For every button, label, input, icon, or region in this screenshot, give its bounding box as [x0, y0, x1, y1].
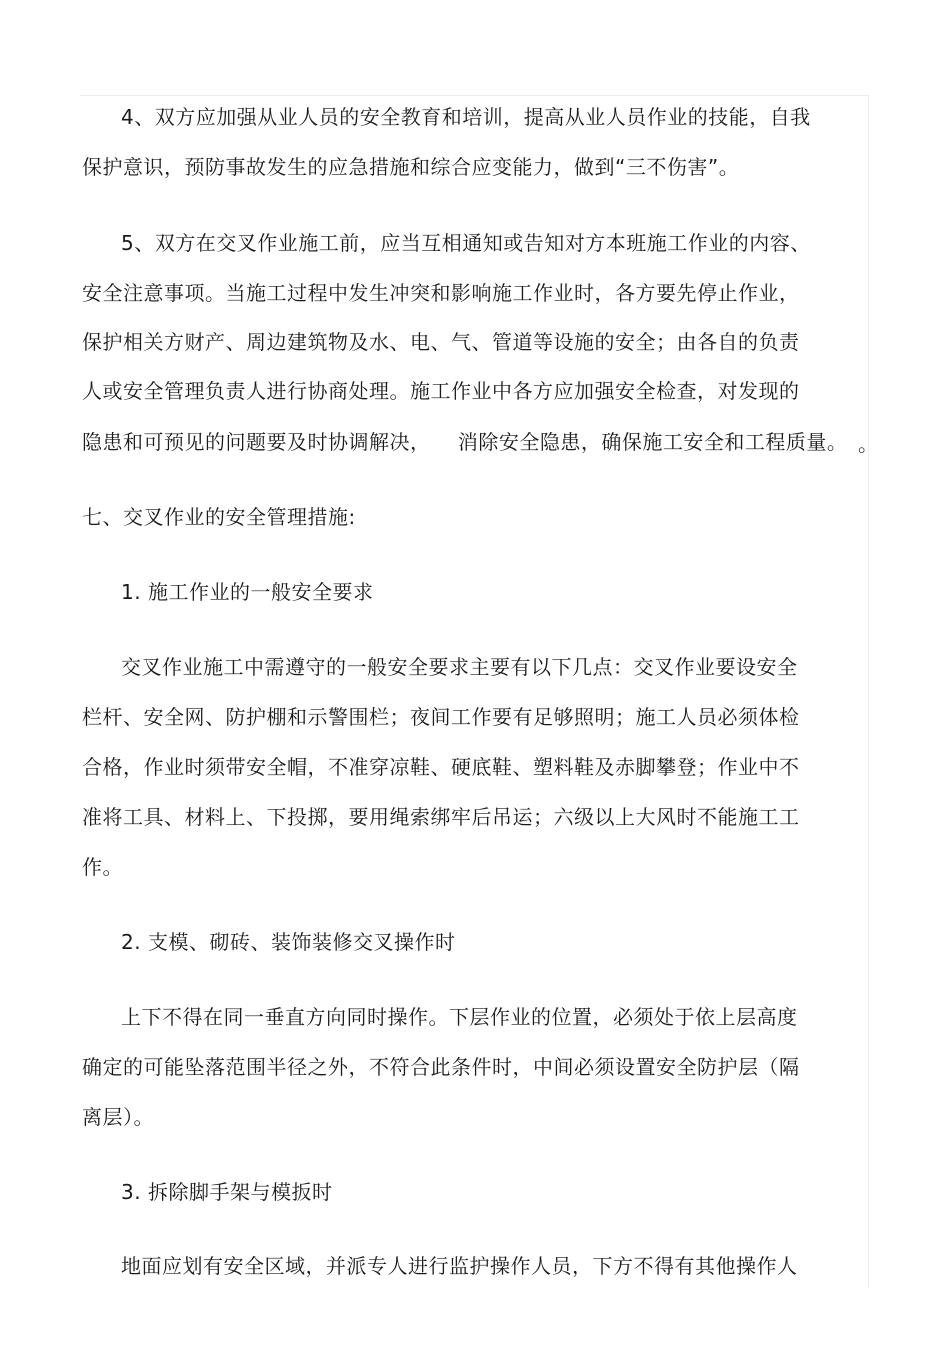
section-7-heading: 七、交叉作业的安全管理措施:	[82, 505, 356, 529]
item-2-heading: 2. 支模、砌砖、装饰装修交叉操作时	[121, 930, 456, 954]
item-1-line-5: 作。	[82, 855, 123, 879]
item-2-line-2: 确定的可能坠落范围半径之外，不符合此条件时，中间必须设置安全防护层（隔	[82, 1055, 800, 1079]
para4-line-2: 保护意识，预防事故发生的应急措施和综合应变能力，做到“三不伤害”。	[82, 155, 740, 179]
para4-line-1: 4、双方应加强从业人员的安全教育和培训，提高从业人员作业的技能，自我	[121, 105, 811, 129]
para5-line-2: 安全注意事项。当施工过程中发生冲突和影响施工作业时，各方要先停止作业，	[82, 281, 800, 305]
item-1-line-3: 合格，作业时须带安全帽，不准穿凉鞋、硬底鞋、塑料鞋及赤脚攀登；作业中不	[82, 755, 800, 779]
item-3-heading: 3. 拆除脚手架与模扳时	[121, 1180, 333, 1204]
item-3-line-1: 地面应划有安全区域，并派专人进行监护操作人员，下方不得有其他操作人	[121, 1254, 798, 1278]
para5-line-1: 5、双方在交叉作业施工前，应当互相通知或告知对方本班施工作业的内容、	[121, 231, 811, 255]
item-2-line-1: 上下不得在同一垂直方向同时操作。下层作业的位置，必须处于依上层高度	[121, 1005, 798, 1029]
item-1-line-1: 交叉作业施工中需遵守的一般安全要求主要有以下几点：交叉作业要设安全	[121, 655, 798, 679]
para5-line-5: 隐患和可预见的问题要及时协调解决， 消除安全隐患，确保施工安全和工程质量。	[82, 430, 848, 454]
para5-line-3: 保护相关方财产、周边建筑物及水、电、气、管道等设施的安全；由各自的负责	[82, 330, 800, 354]
item-1-line-2: 栏杆、安全网、防护棚和示警围栏；夜间工作要有足够照明；施工人员必须体检	[82, 705, 800, 729]
item-1-line-4: 准将工具、材料上、下投掷，要用绳索绑牢后吊运；六级以上大风时不能施工工	[82, 805, 800, 829]
item-2-line-3: 离层）。	[82, 1105, 154, 1129]
item-1-heading: 1. 施工作业的一般安全要求	[121, 580, 374, 604]
page-frame	[80, 95, 869, 1288]
para5-line-4: 人或安全管理负责人进行协商处理。施工作业中各方应加强安全检查，对发现的	[82, 379, 800, 403]
trailing-mark: 。	[858, 432, 878, 456]
